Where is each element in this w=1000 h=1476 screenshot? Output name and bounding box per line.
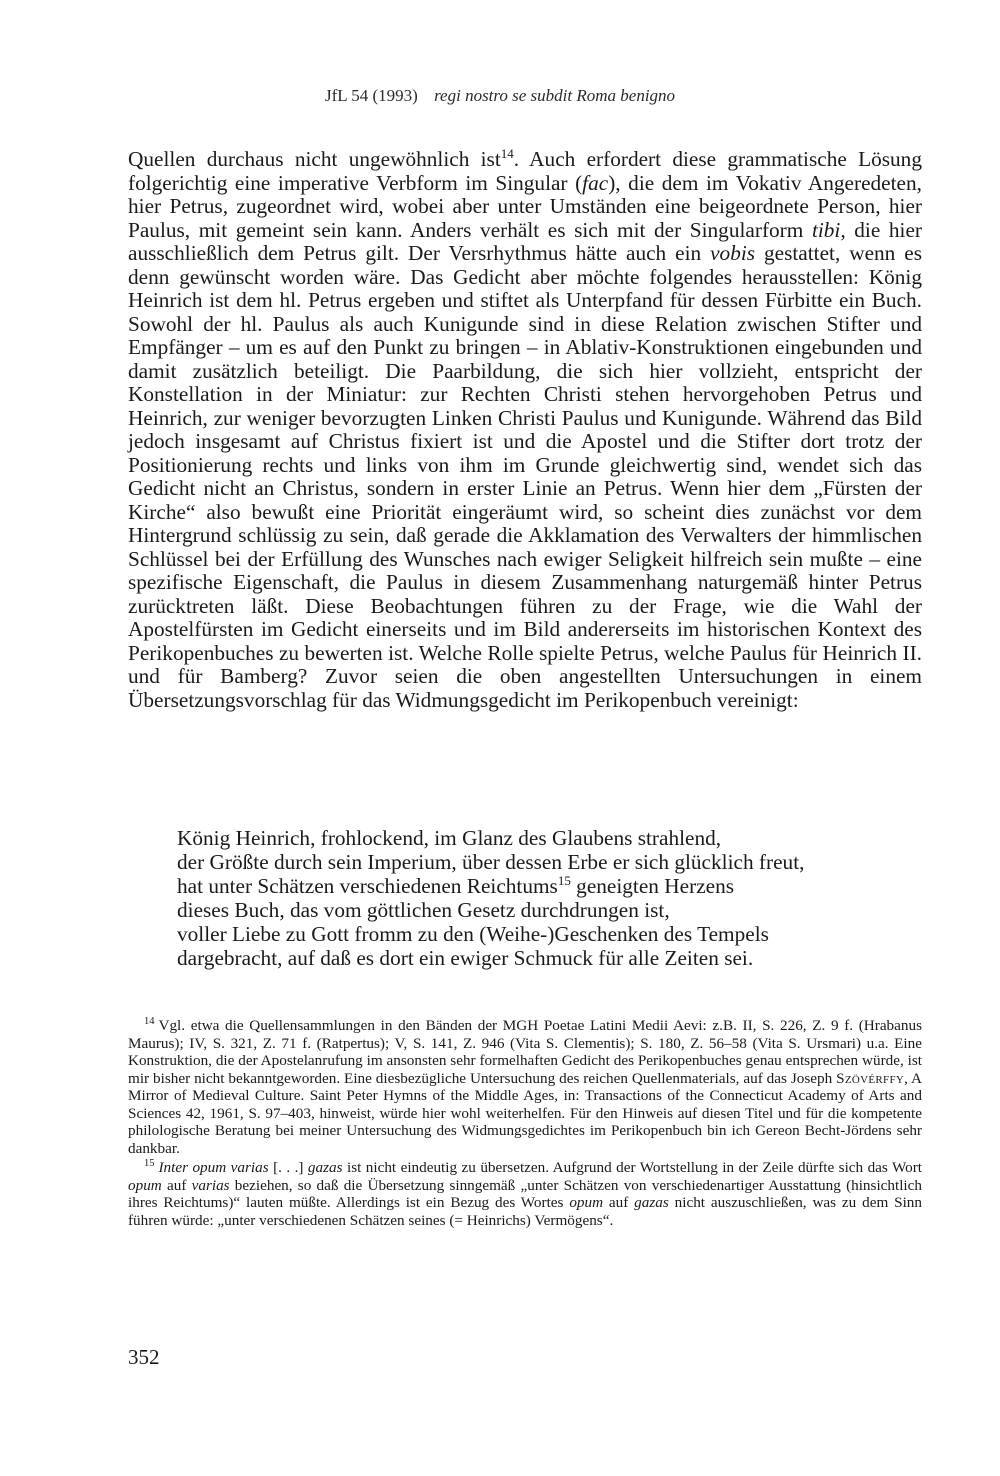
poem-line: voller Liebe zu Gott fromm zu den (Weihe-)Geschenken des Tempels — [177, 922, 769, 946]
footnote-text: [. . .] — [268, 1159, 308, 1176]
footnote-italic: Inter opum varias — [158, 1159, 269, 1176]
body-text-segment: Quellen durchaus nicht ungewöhnlich ist — [128, 147, 501, 171]
poem-line: König Heinrich, frohlockend, im Glanz des Glaubens strahlend, — [177, 826, 722, 850]
footnote-author: Szövérffy — [836, 1069, 905, 1087]
poem-line-text: hat unter Schätzen verschiedenen Reichtums — [177, 874, 558, 898]
poem-line — [177, 874, 937, 898]
footnote-italic: opum — [128, 1176, 162, 1194]
footnote-text: beziehen, so daß die Übersetzung sinngemäß „unter Schätzen von verschiedenartiger Ausstattung (hinsichtlich ihres Reichtums)“ lauten müßte. Allerdings ist ein Bezug des Wortes — [128, 1176, 922, 1211]
body-text-segment: gestattet, wenn es denn gewünscht worden wäre. Das Gedicht aber möchte folgendes herausstellen: König Heinrich ist dem hl. Petrus ergeben und stiftet als Unterpfand für dessen Fürbitte ein Buch. Sowohl der hl. Paulus als auch Kunigunde sind in diese Relation zwischen Stifter und Empfänger – um es auf den Punkt zu bringen – in Ablativ-Konstruktionen eingebunden und damit zusätzlich beteiligt. Die Paarbildung, die sich hier vollzieht, entspricht der Konstellation in der Miniatur: zur Rechten Christi stehen hervorgehoben Petrus und Heinrich, zur weniger bevorzugten Linken Christi Paulus und Kunigunde. Während das Bild jedoch insgesamt auf Christus fixiert ist und die Apostel und die Stifter dort trotz der Positionierung rechts und links von ihm im Grunde gleichwertig sind, wendet sich das Gedicht nicht an Christus, sondern in erster Linie an Petrus. Wenn hier dem „Fürsten der Kirche“ also bewußt eine Priorität eingeräumt wird, so scheint dies zunächst vor dem Hintergrund schlüssig zu sein, daß gerade die Akklamation des Verwalters der himmlischen Schlüssel bei der Erfüllung des Wunsches nach ewiger Seligkeit hilfreich sein mußte – eine spezifische Eigenschaft, die Paulus in diesem Zusammenhang naturgemäß hinter Petrus zurücktreten läßt. Diese Beobachtungen führen zu der Frage, wie die Wahl der Apostelfürsten im Gedicht einerseits und im Bild andererseits im historischen Kontext des Perikopenbuches zu bewerten ist. Welche Rolle spielte Petrus, welche Paulus für Heinrich II. und für Bamberg? Zuvor seien die oben angestellten Untersuchungen in einem Übersetzungsvorschlag für das Widmungsgedicht im Perikopenbuch vereinigt: — [128, 241, 922, 712]
footnote-text: Vgl. etwa die Quellensammlungen in den Bänden der MGH Poetae Latini Medii Aevi: z.B. II, S. 226, Z. 9 f. (Hrabanus Maurus); IV, S. 321, Z. 71 f. (Ratpertus); V, S. 141, Z. 946 (Vita S. Clementis); S. 180, Z. 56–58 (Vita S. Ursmari) u.a. Eine Konstruktion, die der Apostelanrufung im ansonsten sehr formelhaften Gedicht des Perikopenbuches genau entsprechen würde, ist mir bisher nicht bekanntgeworden. Eine diesbezügliche Untersuchung des reichen Quellenmaterials, auf das Joseph — [128, 1017, 922, 1087]
footnote-14 — [128, 1017, 922, 1157]
body-italic-term: fac — [582, 170, 609, 195]
footnote-number: 15 — [144, 1157, 155, 1169]
header-title: regi nostro se subdit Roma benigno — [434, 86, 676, 105]
footnote-ref-15[interactable]: 15 — [557, 872, 571, 888]
header-journal: JfL 54 (1993) — [324, 86, 418, 105]
footnote-text: , A Mirror of Medieval Culture. Saint Peter Hymns of the Middle Ages, in: Transactions of the Connecticut Academy of Arts and Sciences 42, 1961, S. 97–403, hinweist, würde hier wohl weiterhelfen. Für den Hinweis auf diesen Titel und für die kompetente philologische Beratung bei meiner Untersuchung des Widmungsgedichtes im Perikopenbuch bin ich Gereon Becht-Jördens sehr dankbar. — [128, 1069, 922, 1157]
footnote-italic: gazas — [307, 1159, 343, 1176]
footnote-text: ist nicht eindeutig zu übersetzen. Aufgrund der Wortstellung in der Zeile dürfte sich das Wort — [342, 1159, 922, 1176]
body-text-segment: ), die dem im Vokativ Angeredeten, hier Petrus, zugeordnet wird, wobei aber unter Umständen eine beigeordnete Person, hier Paulus, mit gemeint sein kann. Anders verhält es sich mit der Singularform — [128, 170, 922, 242]
poem-line: der Größte durch sein Imperium, über dessen Erbe er sich glücklich freut, — [177, 850, 805, 874]
body-text-segment: die hier ausschließlich dem Petrus gilt. Der Versrhythmus hätte auch ein — [128, 217, 922, 265]
body-italic-term: tibi, — [811, 217, 846, 242]
footnote-text: nicht auszuschließen, was zu dem Sinn führen würde: „unter verschiedenen Schätzen seines (= Heinrichs) Vermögens“. — [128, 1194, 922, 1229]
body-text-segment: . Auch erfordert diese grammatische Lösung folgerichtig eine imperative Verbform im Singular ( — [128, 147, 922, 195]
poem-line-text: geneigten Herzens — [570, 874, 735, 898]
footnote-15 — [128, 1159, 922, 1229]
body-italic-term: vobis — [710, 241, 756, 265]
footnote-number: 14 — [144, 1015, 155, 1027]
footnote-ref-14[interactable]: 14 — [500, 145, 514, 161]
main-text — [128, 145, 922, 712]
poem-line: dieses Buch, das vom göttlichen Gesetz durchdrungen ist, — [177, 898, 670, 922]
footnote-text: auf — [603, 1194, 635, 1211]
footnote-text: auf — [161, 1176, 192, 1194]
footnote-italic: opum — [569, 1194, 604, 1211]
poem-line: dargebracht, auf daß es dort ein ewiger Schmuck für alle Zeiten sei. — [177, 946, 754, 970]
body-paragraph — [128, 145, 922, 712]
running-header — [0, 86, 1000, 106]
page-number: 352 — [128, 1345, 160, 1369]
footnote-italic: varias — [191, 1176, 230, 1194]
footnote-italic: gazas — [634, 1194, 669, 1211]
footnotes — [128, 1017, 922, 1229]
poem-translation — [177, 826, 937, 970]
